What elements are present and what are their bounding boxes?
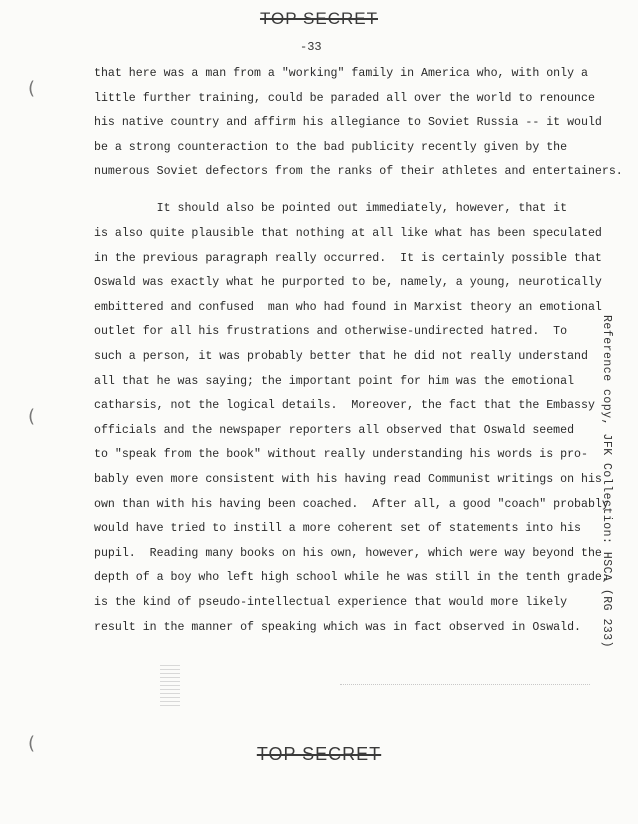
classification-stamp-bottom [0, 744, 638, 765]
text-line: would have tried to instill a more coherent set of statements into his [94, 522, 582, 536]
punch-hole-mark: ( [28, 733, 36, 754]
text-line: to "speak from the book" without really understanding his words is pro- [94, 448, 588, 462]
paragraph-gap [94, 185, 604, 198]
page-number: -33 [300, 40, 322, 54]
text-line: little further training, could be paraded all over the world to renounce [94, 91, 595, 105]
text-line: outlet for all his frustrations and otherwise-undirected hatred. To [94, 325, 568, 339]
text-line: numerous Soviet defectors from the ranks of their athletes and entertainers. [94, 165, 623, 179]
classification-stamp-top [0, 9, 638, 29]
punch-hole-mark: ( [28, 406, 36, 427]
text-line: embittered and confused man who had found in Marxist theory an emotional [94, 300, 602, 314]
text-line: Oswald was exactly what he purported to be, namely, a young, neurotically [94, 276, 602, 290]
text-line: in the previous paragraph really occurred. It is certainly possible that [94, 251, 602, 265]
classification-text: TOP SECRET [256, 744, 382, 764]
text-line: is also quite plausible that nothing at all like what has been speculated [94, 227, 602, 241]
text-line: all that he was saying; the important point for him was the emotional [94, 374, 575, 388]
scan-artifact-line [340, 684, 590, 685]
text-line: bably even more consistent with his having read Communist writings on his [94, 473, 602, 486]
text-line: depth of a boy who left high school while he was still in the tenth grade, [94, 571, 609, 585]
text-line: pupil. Reading many books on his own, however, which were way beyond the [94, 546, 602, 560]
text-line: It should also be pointed out immediately, however, that it [94, 202, 568, 216]
reference-copy-note: Reference copy, JFK Collection: HSCA (RG 233) [600, 315, 613, 649]
text-line: such a person, it was probably better that he did not really understand [94, 350, 588, 364]
text-line: be a strong counteraction to the bad publicity recently given by the [94, 140, 568, 154]
text-line: catharsis, not the logical details. Moreover, the fact that the Embassy [94, 399, 595, 413]
text-line: that here was a man from a "working" family in America who, with only a [94, 67, 588, 80]
punch-hole-mark: ( [28, 78, 36, 99]
scan-smudge [160, 662, 180, 706]
text-line: result in the manner of speaking which was in fact observed in Oswald. [94, 620, 582, 634]
text-line: officials and the newspaper reporters all observed that Oswald seemed [94, 423, 575, 437]
text-line: own than with his having been coached. After all, a good "coach" probably [94, 497, 609, 511]
text-line: his native country and affirm his allegiance to Soviet Russia -- it would [94, 116, 602, 130]
text-line: is the kind of pseudo-intellectual experience that would more likely [94, 595, 568, 609]
classification-text: TOP SECRET [259, 9, 378, 28]
